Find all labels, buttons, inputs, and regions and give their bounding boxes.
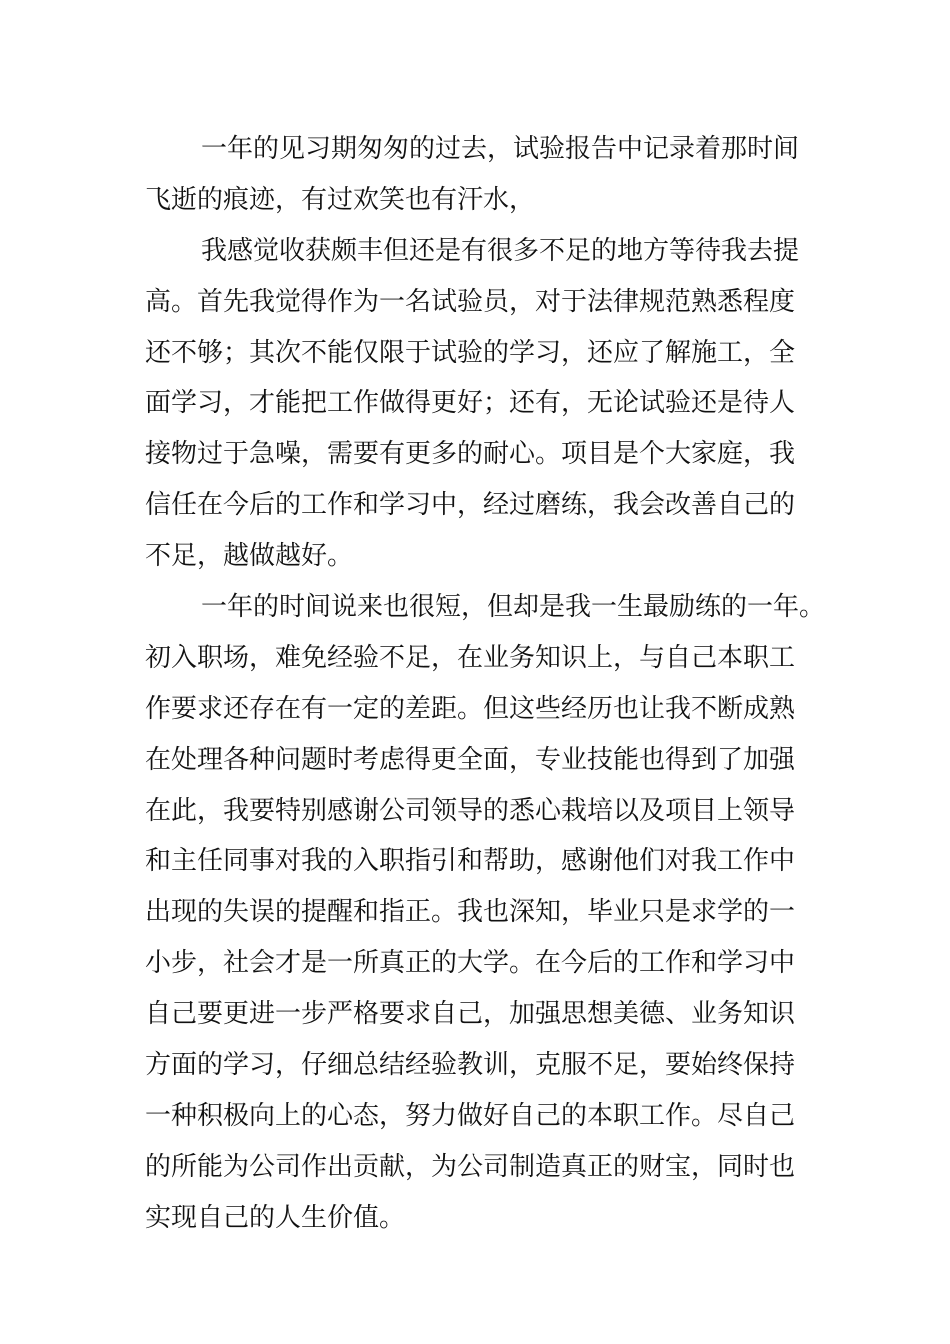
text-line: 信任在今后的工作和学习中，经过磨练，我会改善自己的 <box>145 490 796 521</box>
text-line: 初入职场，难免经验不足，在业务知识上，与自己本职工 <box>145 642 796 673</box>
text-line: 一年的见习期匆匆的过去，试验报告中记录着那时间 <box>201 134 800 164</box>
text-line: 作要求还存在有一定的差距。但这些经历也让我不断成熟 <box>145 693 796 724</box>
document-body <box>145 124 825 1244</box>
text-line: 的所能为公司作出贡献，为公司制造真正的财宝，同时也 <box>145 1151 796 1182</box>
text-line: 在此，我要特别感谢公司领导的悉心栽培以及项目上领导 <box>145 795 796 826</box>
text-line: 还不够；其次不能仅限于试验的学习，还应了解施工，全 <box>145 337 796 368</box>
paragraph-1 <box>145 124 825 226</box>
text-line: 和主任同事对我的入职指引和帮助，感谢他们对我工作中 <box>145 846 796 877</box>
text-line: 在处理各种问题时考虑得更全面，专业技能也得到了加强 <box>145 744 796 775</box>
text-line: 高。首先我觉得作为一名试验员，对于法律规范熟悉程度 <box>145 286 796 317</box>
text-line: 实现自己的人生价值。 <box>145 1202 406 1233</box>
paragraph-3 <box>145 582 825 1244</box>
text-line: 接物过于急噪，需要有更多的耐心。项目是个大家庭，我 <box>145 439 796 470</box>
text-line: 不足，越做越好。 <box>145 541 354 572</box>
text-line: 面学习，才能把工作做得更好；还有，无论试验还是待人 <box>145 388 796 419</box>
text-line: 飞逝的痕迹，有过欢笑也有汗水， <box>145 184 536 215</box>
text-line: 小步，社会才是一所真正的大学。在今后的工作和学习中 <box>145 948 796 979</box>
paragraph-2 <box>145 226 825 582</box>
text-line: 自己要更进一步严格要求自己，加强思想美德、业务知识 <box>145 999 796 1030</box>
text-line: 一种积极向上的心态，努力做好自己的本职工作。尽自己 <box>145 1100 796 1131</box>
text-line: 方面的学习，仔细总结经验教训，克服不足，要始终保持 <box>145 1050 796 1081</box>
text-line: 一年的时间说来也很短，但却是我一生最励练的一年。 <box>201 592 826 623</box>
text-line: 我感觉收获颇丰但还是有很多不足的地方等待我去提 <box>201 235 800 266</box>
text-line: 出现的失误的提醒和指正。我也深知，毕业只是求学的一 <box>145 897 796 928</box>
